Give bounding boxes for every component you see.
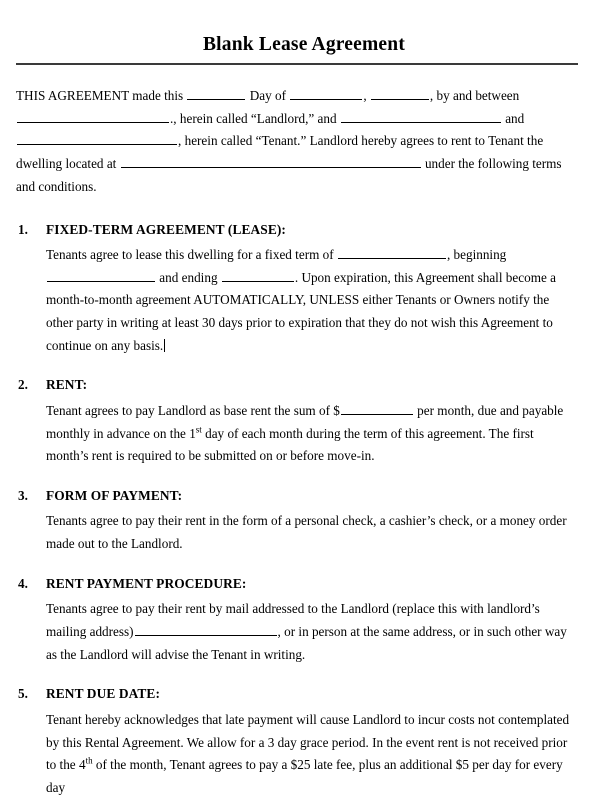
- clause-fixed-term-agreement: [16, 219, 578, 358]
- clause5-text-b: of the month, Tenant agrees to pay a $25 late fee, plus an additional $5 per day for every day: [46, 757, 563, 795]
- clause4-text-b: , or in person at the same address, or in such other way as the Landlord will advise the Tenant in writing.: [46, 624, 567, 662]
- blank-landlord-mailing-address[interactable]: [135, 623, 277, 636]
- clause-text: Tenants agree to pay their rent in the form of a personal check, a cashier’s check, or a money order made out to the Landlord.: [46, 513, 567, 552]
- clause2-ordinal-suffix: st: [195, 424, 202, 435]
- intro-text-7: and: [501, 110, 525, 126]
- clause-text: [46, 244, 578, 358]
- blank-party-one[interactable]: [17, 110, 169, 123]
- intro-text-8: , herein: [178, 133, 218, 149]
- clause-number: 5.: [18, 686, 28, 702]
- clause2-text-a: Tenant agrees to pay Landlord as base rent the sum of $: [46, 402, 340, 418]
- intro-text-4: , by and between: [429, 88, 520, 103]
- agreement-intro-paragraph: [16, 85, 578, 199]
- clause-number: 4.: [18, 575, 28, 591]
- clause1-text-d: ending: [181, 269, 221, 285]
- clause5-text-a: Tenant hereby acknowledges that late payment will cause Landlord to incur costs not contemplated by this Rental Agreement. We allow for a 3 day grace period. In the event rent is not received prior to the 4: [46, 711, 570, 773]
- clause-heading: FIXED-TERM AGREEMENT (LEASE):: [46, 221, 286, 237]
- blank-base-rent-amount[interactable]: [341, 402, 413, 415]
- clause-rent-due-date: [16, 683, 578, 799]
- blank-tenant-two[interactable]: [17, 132, 177, 145]
- intro-text-3: ,: [363, 88, 370, 103]
- intro-text-9: called “Tenant.” Landlord hereby agrees to rent to Tenant the dwelling located at: [16, 133, 544, 172]
- blank-day[interactable]: [187, 87, 245, 100]
- page-title: Blank Lease Agreement: [202, 34, 406, 55]
- text-cursor: [164, 339, 165, 352]
- clause1-text-b: , beginning: [446, 246, 507, 262]
- blank-tenant-one[interactable]: [341, 110, 501, 123]
- clause-rent: [16, 374, 578, 468]
- blank-fixed-term[interactable]: [338, 246, 446, 259]
- blank-ending-date[interactable]: [222, 269, 294, 282]
- clause-form-of-payment: [16, 485, 578, 556]
- blank-year[interactable]: [371, 87, 429, 100]
- clause-number: 2.: [18, 377, 28, 393]
- intro-text-2: Day of: [246, 88, 290, 103]
- intro-text-10: under the following terms and conditions.: [16, 156, 562, 194]
- clause-heading: FORM OF PAYMENT:: [46, 488, 183, 504]
- clause4-text-a: Tenants agree to pay their rent by mail addressed to the Landlord (replace this with landlord’s mailing address): [46, 601, 540, 639]
- clause2-text-c: day of each month during the term of this agreement. The first month’s rent is required to be submitted on or before move-in.: [46, 425, 534, 464]
- clause2-text-b: per month, due and payable monthly in advance on the 1: [46, 402, 564, 441]
- clause1-text-a: Tenants agree to lease this dwelling for a fixed term of: [46, 246, 337, 262]
- clause-rent-payment-procedure: [16, 573, 578, 667]
- blank-month[interactable]: [290, 87, 362, 100]
- clause-heading: RENT DUE DATE:: [46, 686, 160, 702]
- intro-text-1: THIS AGREEMENT made this: [16, 88, 187, 103]
- clause1-text-e: . Upon expiration, this Agreement shall become a month-to-month agreement AUTOMATICALLY, UNLESS either Tenants or Owners notify the other party in writing at least 30 days prior to expiration that they do not wish this Agreement to continue on any basis.: [46, 269, 556, 353]
- clause5-ordinal-suffix: th: [85, 755, 93, 766]
- clause-number: 1.: [18, 221, 28, 237]
- intro-text-5: .,: [170, 110, 177, 126]
- clause1-text-c: and: [156, 269, 179, 285]
- clause-text: [46, 400, 578, 468]
- clause-text: [46, 709, 578, 800]
- clause-text: [46, 598, 578, 666]
- clause-heading: RENT PAYMENT PROCEDURE:: [46, 575, 247, 591]
- clause-heading: RENT:: [46, 377, 88, 393]
- title-divider: [16, 63, 578, 65]
- clause-number: 3.: [18, 488, 28, 504]
- blank-beginning-date[interactable]: [47, 269, 155, 282]
- intro-text-6: herein called “Landlord,” and: [179, 110, 340, 126]
- blank-dwelling-address[interactable]: [121, 155, 421, 168]
